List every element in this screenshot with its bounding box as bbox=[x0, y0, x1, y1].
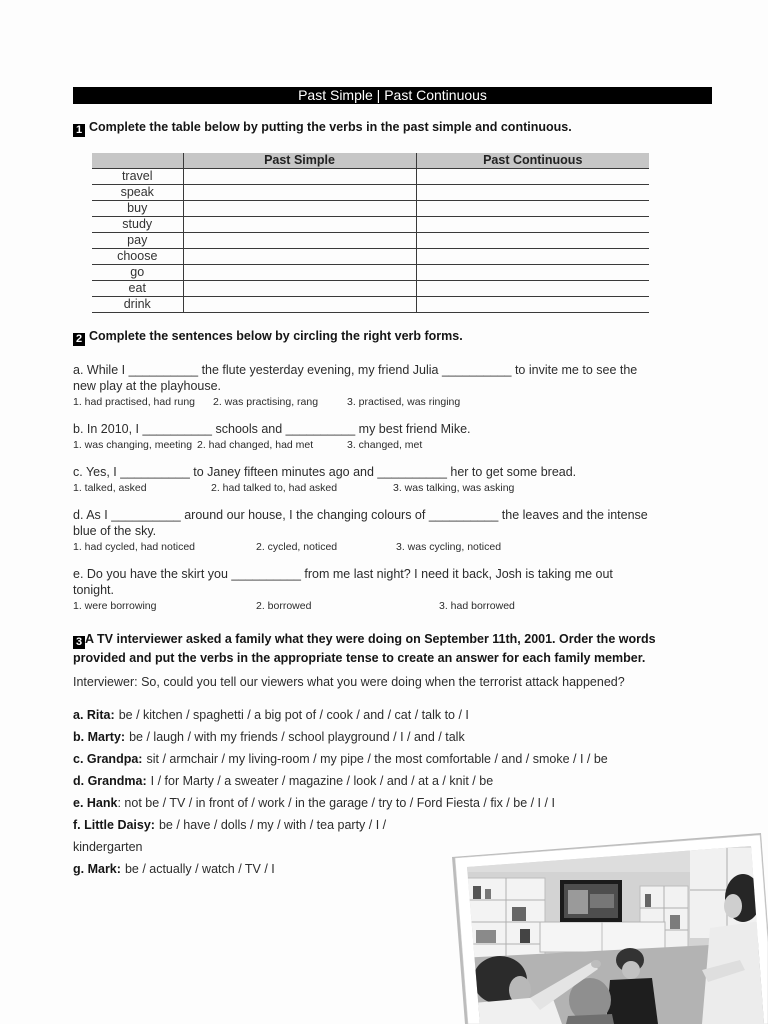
question-d-options bbox=[73, 541, 633, 554]
question-c bbox=[73, 464, 576, 480]
answer-words: sit / armchair / my living-room / my pipe / the most comfortable / and / smoke / I / be bbox=[146, 752, 608, 766]
answer-option-3: 3. was talking, was asking bbox=[393, 482, 515, 494]
past-continuous-blank-cell bbox=[416, 200, 649, 216]
answer-label: d. Grandma: bbox=[73, 774, 147, 788]
interviewer-question: Interviewer: So, could you tell our viewers what you were doing when the terrorist attack happened? bbox=[73, 675, 625, 689]
answer-option-1: 1. were borrowing bbox=[73, 600, 157, 612]
exercise-number-badge: 1 bbox=[73, 124, 85, 137]
answer-option-2: 2. had talked to, had asked bbox=[211, 482, 338, 494]
tv-screen-panel bbox=[590, 894, 614, 908]
answer-item-hank bbox=[73, 795, 555, 811]
question-a-line-1: a. While I __________ the flute yesterday evening, my friend Julia __________ to invite me to see the bbox=[73, 363, 638, 377]
table-row bbox=[92, 296, 649, 312]
table-row bbox=[92, 280, 649, 296]
exercise-2-heading bbox=[73, 328, 463, 346]
shelf-object bbox=[485, 889, 491, 899]
answer-label: a. Rita: bbox=[73, 708, 115, 722]
past-continuous-blank-cell bbox=[416, 168, 649, 184]
answer-words: be / have / dolls / my / with / tea party / I / bbox=[158, 818, 387, 832]
past-simple-blank-cell bbox=[183, 232, 416, 248]
question-b bbox=[73, 421, 471, 437]
woman-face bbox=[724, 894, 742, 918]
man-hand bbox=[591, 960, 601, 968]
answer-label: f. Little Daisy: bbox=[73, 818, 155, 832]
question-e-options bbox=[73, 600, 633, 613]
answer-label: c. Grandpa: bbox=[73, 752, 143, 766]
past-continuous-blank-cell bbox=[416, 248, 649, 264]
answer-label: g. Mark: bbox=[73, 862, 121, 876]
past-simple-blank-cell bbox=[183, 280, 416, 296]
answer-words: be / laugh / with my friends / school playground / I / and / talk bbox=[129, 730, 465, 744]
table-row bbox=[92, 216, 649, 232]
answer-item-mark bbox=[73, 861, 275, 877]
table-row bbox=[92, 248, 649, 264]
shelf-object bbox=[645, 894, 651, 907]
verb-cell: go bbox=[92, 264, 183, 280]
verb-cell: speak bbox=[92, 184, 183, 200]
worksheet-title: Past Simple | Past Continuous bbox=[73, 87, 712, 104]
answer-item-marty bbox=[73, 729, 465, 745]
verb-cell: pay bbox=[92, 232, 183, 248]
table-row bbox=[92, 264, 649, 280]
tv-screen-figure bbox=[568, 890, 588, 914]
answer-option-3: 3. had borrowed bbox=[439, 600, 515, 612]
past-simple-blank-cell bbox=[183, 264, 416, 280]
answer-option-3: 3. was cycling, noticed bbox=[396, 541, 502, 553]
answer-item-grandpa bbox=[73, 751, 608, 767]
exercise-number-badge: 2 bbox=[73, 333, 85, 346]
question-e-line-1: e. Do you have the skirt you __________ from me last night? I need it back, Josh is taking me out bbox=[73, 567, 613, 581]
answer-option-1: 1. was changing, meeting bbox=[73, 439, 193, 451]
past-simple-blank-cell bbox=[183, 296, 416, 312]
past-continuous-blank-cell bbox=[416, 184, 649, 200]
answer-option-2: 2. borrowed bbox=[256, 600, 312, 612]
verb-cell: study bbox=[92, 216, 183, 232]
question-a-line-2: new play at the playhouse. bbox=[73, 379, 222, 393]
exercise-1-instruction: Complete the table below by putting the verbs in the past simple and continuous. bbox=[89, 120, 572, 134]
answer-words: : not be / TV / in front of / work / in the garage / try to / Ford Fiesta / fix / be / I / I bbox=[117, 796, 555, 810]
answer-option-1: 1. had practised, had rung bbox=[73, 396, 196, 408]
question-c-options bbox=[73, 482, 633, 495]
question-d bbox=[73, 507, 648, 539]
past-simple-blank-cell bbox=[183, 168, 416, 184]
shelf-object bbox=[520, 929, 530, 943]
answer-words: be / actually / watch / TV / I bbox=[124, 862, 275, 876]
question-a bbox=[73, 362, 637, 394]
table-row bbox=[92, 232, 649, 248]
past-simple-blank-cell bbox=[183, 184, 416, 200]
verb-cell: eat bbox=[92, 280, 183, 296]
answer-option-2: 2. had changed, had met bbox=[197, 439, 314, 451]
question-c-line-1: c. Yes, I __________ to Janey fifteen minutes ago and __________ her to get some bread. bbox=[73, 465, 577, 479]
photo-scene bbox=[460, 840, 768, 1024]
past-simple-column-header: Past Simple bbox=[183, 153, 416, 168]
answer-option-2: 2. cycled, noticed bbox=[256, 541, 338, 553]
verb-cell: drink bbox=[92, 296, 183, 312]
answer-item-rita bbox=[73, 707, 469, 723]
past-simple-blank-cell bbox=[183, 216, 416, 232]
answer-option-1: 1. had cycled, had noticed bbox=[73, 541, 196, 553]
answer-words: be / kitchen / spaghetti / a big pot of / cook / and / cat / talk to / I bbox=[118, 708, 469, 722]
question-b-options bbox=[73, 439, 633, 452]
exercise-3-heading bbox=[73, 630, 656, 667]
question-e-line-2: tonight. bbox=[73, 583, 115, 597]
question-d-line-2: blue of the sky. bbox=[73, 524, 157, 538]
answer-option-3: 3. changed, met bbox=[347, 439, 423, 451]
past-continuous-blank-cell bbox=[416, 280, 649, 296]
shelf-object bbox=[512, 907, 526, 921]
shelf-object bbox=[670, 915, 680, 929]
exercise-3-instruction-line-2: provided and put the verbs in the appropriate tense to create an answer for each family member. bbox=[73, 651, 646, 665]
exercise-2-instruction: Complete the sentences below by circling the right verb forms. bbox=[89, 329, 463, 343]
verb-cell: choose bbox=[92, 248, 183, 264]
answer-label: b. Marty: bbox=[73, 730, 126, 744]
past-continuous-blank-cell bbox=[416, 232, 649, 248]
past-continuous-blank-cell bbox=[416, 216, 649, 232]
table-header-row bbox=[92, 153, 649, 168]
question-e bbox=[73, 566, 613, 598]
table-row bbox=[92, 184, 649, 200]
answer-words: I / for Marty / a sweater / magazine / look / and / at a / knit / be bbox=[150, 774, 494, 788]
past-simple-blank-cell bbox=[183, 248, 416, 264]
answer-item-little-daisy bbox=[73, 817, 386, 833]
question-d-line-1: d. As I __________ around our house, I the changing colours of __________ the leaves and the intense bbox=[73, 508, 648, 522]
answer-option-1: 1. talked, asked bbox=[73, 482, 147, 494]
answer-option-3: 3. practised, was ringing bbox=[347, 396, 461, 408]
exercise-3-instruction-line-1: A TV interviewer asked a family what they were doing on September 11th, 2001. Order the words bbox=[85, 632, 656, 646]
past-simple-blank-cell bbox=[183, 200, 416, 216]
past-continuous-blank-cell bbox=[416, 296, 649, 312]
answer-label: e. Hank bbox=[73, 796, 118, 810]
answer-item-grandma bbox=[73, 773, 493, 789]
exercise-number-badge: 3 bbox=[73, 636, 85, 649]
verb-table bbox=[92, 153, 649, 313]
family-watching-tv-photo bbox=[440, 820, 768, 1024]
boy-body bbox=[606, 978, 658, 1024]
answer-item-little-daisy-continued: kindergarten bbox=[73, 840, 143, 854]
shelf-object bbox=[473, 886, 481, 899]
question-a-options bbox=[73, 396, 633, 409]
question-b-line-1: b. In 2010, I __________ schools and __________ my best friend Mike. bbox=[73, 422, 471, 436]
table-row bbox=[92, 168, 649, 184]
shelf-object bbox=[476, 930, 496, 943]
boy-face bbox=[622, 961, 640, 979]
exercise-1-heading bbox=[73, 119, 572, 137]
tv bbox=[560, 880, 622, 922]
table-row bbox=[92, 200, 649, 216]
past-continuous-column-header: Past Continuous bbox=[416, 153, 649, 168]
verb-cell: travel bbox=[92, 168, 183, 184]
past-continuous-blank-cell bbox=[416, 264, 649, 280]
answer-option-2: 2. was practising, rang bbox=[213, 396, 319, 408]
exercise-3-heading-line-1 bbox=[73, 630, 656, 649]
verb-column-header bbox=[92, 153, 183, 168]
verb-cell: buy bbox=[92, 200, 183, 216]
